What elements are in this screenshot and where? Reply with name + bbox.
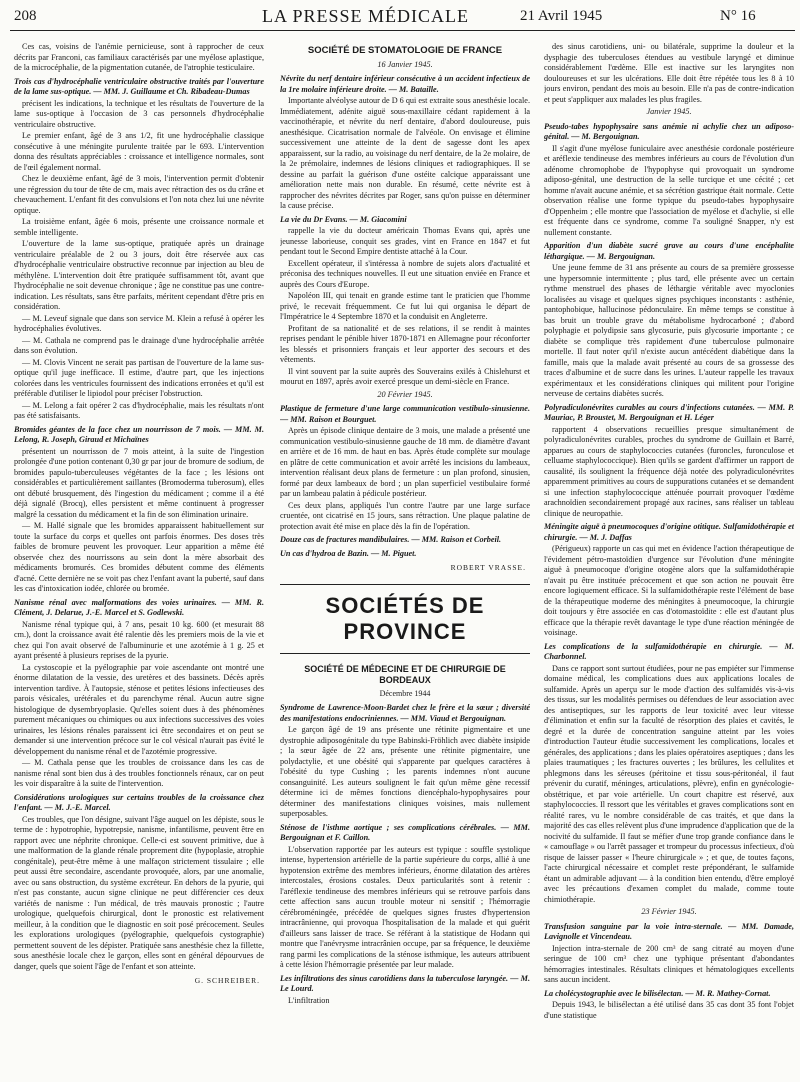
page-number: 208 xyxy=(14,8,37,24)
paragraph: Dans ce rapport sont surtout étudiées, pour ne pas empiéter sur l'immense domaine médical, les complications dues aux applications locales de sulfamide. Après un aperçu sur le mode d'action des sulfamidés vis-à-vis des tissus, sur les modalités permises ou défendues de leur association avec des antiseptiques, sur les rapports de leur toxicité avec leur vitesse d'élimination et enfin sur la faculté de résorption des plaies et cavités, le degré et la durée de concentration sanguine atteint par les voies d'introduction l'auteur étudie successivement les complications, locales et générales, des applications ; dans les plaies opératoires aseptiques ; dans les plaies traumatiques ; les fractures ouvertes ; les brûlures, les cellulites et phlegmons dans les séreuses (péritoine et tissu sous-péritonéal, il faut prévenir du curatif, méninges, articulations, plèvre), enfin en gynécologie-obstétrique, et par voie artérielle. Un court chapitre est réservé, aux staphylococcies. Il ressort que les véritables et graves complications sont en réalité rares, vu le nombre considérable de cas traités, et que dans la majorité des cas elles relèvent plus d'une imprudence d'application que de la nocivité du sulfamide. Il faut se méfier d'une trop grande confiance dans le « camouflage » ou l'arrêt passager et trompeur du processus infectieux, d'où risque de laisser passer « l'heure chirurgicale » ; et que, de toutes façons, l'acte chirurgical nécessaire et complet reste prépondérant, le sulfamide étant un admirable adjuvant — à la condition bien entendu, d'être employé avec les précautions d'examen complet du malade, comme toute chimiothérapie. xyxy=(544,663,794,904)
section-banner: SOCIÉTÉS DE PROVINCE xyxy=(280,584,530,654)
paragraph: rappelle la vie du docteur américain Thomas Evans qui, après une jeunesse laborieuse, conquit ses grades, vint en France en 1847 et fut pendant tout le Second Empire dentiste attaché à la Cour. xyxy=(280,226,530,256)
communication-title: La cholécystographie avec le bilisélectan. — M. R. Mathey-Cornat. xyxy=(544,988,771,998)
session-date: 23 Février 1945. xyxy=(641,907,697,916)
communication-title: Un cas d'hydroa de Bazin. — M. Piguet. xyxy=(280,548,417,558)
communication-title: Pseudo-tabes hypophysaire sans anémie ni achylie chez un adiposo-génital. — M. Bergouignan. xyxy=(544,121,794,141)
paragraph: précisent les indications, la technique et les résultats de l'ouverture de la lame sus-optique à l'occasion de 3 cas personnels d'hydrocéphalie ventriculaire obstructive. xyxy=(14,98,264,129)
paragraph: Après un épisode clinique dentaire de 3 mois, une malade a présenté une communication vestibulo-sinusienne gauche de 18 mm. de diamètre d'avant en arrière et de 16 mm. de haut en bas. Après étude complète sur moulage en plâtre de cette communication et avoir arrêté les incisions du lambeaux, intervention réalisant deux plans de fermeture : un plan profond, sinusien, formé par deux lambeaux de bord ; un plan superficiel vestibulaire formé par un lambeau palatin à pédicule postérieur. xyxy=(280,426,530,498)
communication-title: Les infiltrations des sinus carotidiens dans la tuberculose laryngée. — M. Le Lourd. xyxy=(280,973,530,993)
communication-title: Méningite aiguë à pneumocoques d'origine otitique. Sulfamidothérapie et chirurgie. — M. J. Daffas xyxy=(544,522,794,542)
session-date: Décembre 1944 xyxy=(379,688,431,698)
paragraph: Ces deux plans, appliqués l'un contre l'autre par une large surface cruentée, ont cicatrisé en 15 jours, sans rétraction. Une plaque palatine de protection avait été mise en place dès la fin de l'opération. xyxy=(280,500,530,531)
society-subheading: SOCIÉTÉ DE MÉDECINE ET DE CHIRURGIE DE BORDEAUX xyxy=(304,663,506,685)
paragraph: — M. Leveuf signale que dans son service M. Klein a refusé à opérer les hydrocéphalies évolutives. xyxy=(14,313,264,333)
paragraph: — M. Cathala pense que les troubles de croissance dans les cas de nanisme rénal sont bien dus à des troubles fonctionnels rénaux, car on peut les voir disparaître à la suite de l'intervention. xyxy=(14,758,264,788)
paragraph: L'observation rapportée par les auteurs est typique : souffle systolique intense, hypertension artérielle de la partie supérieure du corps, allié à une hypotension extrême des membres inférieurs, énorme dilatation des artères intercostales, érosions costales. Deux particularités sont à retenir : l'aréflexie tendineuse des membres inférieurs qui se retrouve parfois dans cette affection sans aucun trouble moteur ni sensitif ; l'hémorragie cérébroméningée, précédée de quelques signes frustes d'hypertension intracrânienne, qui provoqua l'hospitalisation de la malade et qui guérit d'ailleurs sans laisser de trace. Se référant à la statistique de Hodann qui montre que l'anévrysme intracrânien occupe, par sa fréquence, le deuxième rang parmi les complications de la sténose isthmique, les auteurs attribuent à cette lésion l'hémorragie présentée par leur malade. xyxy=(280,844,530,969)
paragraph: Chez le deuxième enfant, âgé de 3 mois, l'intervention permit d'obtenir une régression du tour de tête de cm, mais avec rétraction des os du crâne et chevauchement. L'enfant fit des convulsions et l'on nota chez lui une névrite optique. xyxy=(14,174,264,215)
communication-title: Névrite du nerf dentaire inférieur consécutive à un accident infectieux de la 1re molaire inférieure droite. — M. Bataille. xyxy=(280,74,530,94)
column-middle xyxy=(280,42,530,1077)
header-rule xyxy=(10,30,795,31)
communication-title: Plastique de fermeture d'une large communication vestibulo-sinusienne. — MM. Raison et Bourguet. xyxy=(280,404,530,424)
communication-title: Nanisme rénal avec malformations des voies urinaires. — MM. R. Clément, J. Delarue, J.-E. Marcel et S. Godlewski. xyxy=(14,597,264,617)
society-heading: SOCIÉTÉ DE STOMATOLOGIE DE FRANCE xyxy=(307,45,503,56)
paragraph: Nanisme rénal typique qui, à 7 ans, pesait 10 kg. 600 (et mesurait 88 cm.), dont la croissance avait été ralentie dès les premiers mois de la vie et chez qui l'on avait observé de l'albuminurie et une azotémie à 1 g. 25 et ayant présenté à plusieurs reprises de la pyurie. xyxy=(14,619,264,660)
paragraph: rapportent 4 observations recueillies presque simultanément de polyradiculonévrites curables, proches du syndrome de Guillain et Barré, apparues au cours de staphylococcies cutanées (furoncles, furonculose et celluame staphylococcique). Bien qu'ils se gardent d'affirmer un rapport de causalité, ils soulignent la fréquence déjà notée des polyradiculonévrites apparemment primitives au cours de suppurations cutanées et se demandent si une infection staphylococcique atténuée pourrait provoquer l'œdème arachnoïdien secondairement propagé aux racines, sans réaliser un tableau clinique de neuropathie. xyxy=(544,424,794,518)
communication-title: Bromides géantes de la face chez un nourrisson de 7 mois. — MM. M. Lelong, R. Joseph, Giraud et Michaïnes xyxy=(14,424,264,444)
paragraph: — M. Lelong a fait opérer 2 cas d'hydrocéphalie, mais les résultats n'ont pas été satisfaisants. xyxy=(14,400,264,420)
paragraph: présentent un nourrisson de 7 mois atteint, à la suite de l'ingestion prolongée d'une potion contenant 0,30 gr par jour de bromure de sodium, de bromides papulo-tuberculeuses végétantes de la face ; les lésions ont considérables et particulièrement saillantes (Bromoderma tuberosum), elles ont débuté brusquement, dès l'ingestion du médicament ; comme il a été déjà signalé (Brocq), elles persistent et même continuent à progresser malgré la cessation du médicament et la fin de son élimination urinaire. xyxy=(14,446,264,519)
paragraph: Ces cas, voisins de l'anémie pernicieuse, sont à rapprocher de ceux décrits par Franconi, cas familiaux caractérisés par une myélose aplastique, de la microcéphalie, de la pigmentation cutanée, de l'atrophie testiculaire. xyxy=(14,42,264,72)
paragraph: Une jeune femme de 31 ans présente au cours de sa première grossesse une hypersomnie intermittente ; plus tard, elle présente avec un certain rythme menstruel des phases de léthargie véritable avec myoclonies localisées au visage et quelques signes psychiques inconstants : asthénie, pantophobique, hallucinose pédonculaire. En même temps se constitue à bas bruit un trouble grave du métabolisme hydrocarboné ; d'abord polyphagie et polydipsie sans glycosurie, puis glycosurie importante ; ce diabète se complique très rapidement d'une tuberculose pulmonaire mortelle. Il faut noter qu'il n'existe aucun antécédent diabétique dans la famille, mais que la malade avait présenté au cours de sa grossesse des traces d'albumine et de sucre dans les urines. L'auteur rappelle les travaux expérimentaux et les considérations cliniques qui militent pour l'origine nerveuse de certains diabètes sucrés. xyxy=(544,263,794,398)
issue-number: N° 16 xyxy=(720,8,756,24)
communication-title: Considérations urologiques sur certains troubles de la croissance chez l'enfant. — M. J.-E. Marcel. xyxy=(14,792,264,812)
paragraph: — M. Hallé signale que les bromides apparaissent habituellement sur toute la surface du corps et quelles ont parfois énormes. Des doses très faibles de bromure peuvent les provoquer. Leur apparition a même été observée chez des nourrissons au sein dont la mère absorbait des médicaments bromurés. Ces bromides débutent comme des éléments d'acné. Cette dernière ne se voit pas chez l'enfant avant la puberté, sauf dans les cas d'intoxication iodée, chlorée ou bromée. xyxy=(14,521,264,593)
communication-title: La vie du Dr Evans. — M. Giacomini xyxy=(280,214,407,224)
paragraph: L'infiltration xyxy=(288,995,330,1005)
paragraph: — M. Clovis Vincent ne serait pas partisan de l'ouverture de la lame sus-optique qu'il juge inefficace. Il estime, d'autre part, que les injections colorées dans les ventricules fournissent des indications erronées et qu'il est préférable d'utiliser le lipiodol pour préciser l'obstruction. xyxy=(14,357,264,398)
communication-title: Les complications de la sulfamidothérapie en chirurgie. — M. Charbonnel. xyxy=(544,641,794,661)
issue-date: 21 Avril 1945 xyxy=(520,8,603,24)
paragraph: Ces troubles, que l'on désigne, suivant l'âge auquel on les dépiste, sous le terme de : hypotrophie, hypotrepsie, nanisme, infantilisme, peuvent être en rapport avec une néphrite chronique. Celle-ci est souvent primitive, due à une malformation de la glande rénale proprement dite (hypoplasie, atrophie congénitale), peut-être même à une malfaçon strictement tissulaire ; elle peut aussi être secondaire, ascendante provoquée, alors, par une anomalie, avec ou sans obstruction, du système excréteur. En dehors de la pyurie, qui n'est pas constante, aucun signe clinique ne peut différencier ces deux variétés de nanisme : l'un médical, de très mauvais pronostic ; l'autre urologique, quelquefois chirurgical, dont le pronostic est relativement meilleur, à la condition que le diagnostic en soit posé précocement. Seules les explorations urologiques (pyélographie, quelquefois cystographie) permettent souvent de les dépister. Pratiquée sans anesthésie chez la fillette, sous anesthésie locale chez le garçon, elles sont en général dépourvues de danger, quels que soient l'âge de l'enfant et son atteinte. xyxy=(14,814,264,971)
column-right xyxy=(544,42,794,1077)
column-left xyxy=(14,42,264,1077)
session-date: Janvier 1945. xyxy=(646,107,692,116)
paragraph: Le garçon âgé de 19 ans présente une rétinite pigmentaire et une dystrophie adiposogénitale du type Babinski-Fröhlich avec diabète insipide ; la sœur âgée de 22 ans, présente une rétinite pigmentaire, une polydactylie, et une obésité qui s'apparente par quelques caractères à l'obésité du type Cushing ; les parents indemnes n'ont aucune consanguinité. Les auteurs soulignent le fait qu'un même gène recessif détermine ici de mêmes fonctions diencéphalo-hypophysaires pour déterminer des manifestations cliniques voisines, mais nullement superposables. xyxy=(280,725,530,818)
paragraph: La troisième enfant, âgée 6 mois, présente une croissance normale et semble intelligente. xyxy=(14,217,264,237)
communication-title: Transfusion sanguine par la voie intra-sternale. — MM. Damade, Lavignolle et Vincendeau. xyxy=(544,921,794,941)
communication-title: Apparition d'un diabète sucré grave au cours d'une encéphalite léthargique. — M. Bergouignan. xyxy=(544,241,794,261)
communication-title: Syndrome de Lawrence-Moon-Bardet chez le frère et la sœur ; diversité des manifestations endocriniennes. — MM. Viaud et Bergouignan. xyxy=(280,703,530,723)
signature: G. SCHREIBER. xyxy=(194,976,260,985)
paragraph: (Périgueux) rapporte un cas qui met en évidence l'action thérapeutique de l'évidement pétro-mastoïdien d'urgence sur l'évolution d'une méningite aiguë à pneumocoque d'origine otogène alors que la sulfamidothérapie n'avait pu être instituée précocement et que son action ne pouvait être encore logiquement efficace. Si la sulfamidothérapie reste l'élément de base de la thérapeutique moderne des méningites à pneumocoque, la chirurgie doit toujours y être associée en cas d'otomastoïdite : elle est d'autant plus efficace que la thérapie revêt davantage le type d'une réaction méningée de voisinage. xyxy=(544,544,794,637)
paragraph: Importante alvéolyse autour de D 6 qui est extraite sous anesthésie locale. Immédiatement, adénite aiguë sous-maxillaire cédant rapidement à la vaccinothérapie, et névrite du nerf dentaire, d'abord douloureuse, puis anesthésique. Cicatrisation normale de l'alvéole. On envisage et élimine successivement une atteinte de la dent de sagesse dont les apex apparaissent, sur la radio, au voisinage du nerf dentaire, de la 2e molaire, de la 2e prémolaire, indemnes de lésions cliniques et radiographiques. Il se dessine au parfait la guérison d'une ostéite calcique apparaissant une amélioration nette mais non durable. En résumé, cette névrite est à rapprocher des névrites décrites par Roger, sans qu'on puisse en déterminer la cause précise. xyxy=(280,96,530,210)
page-header xyxy=(0,6,800,32)
communication-title: Trois cas d'hydrocéphalie ventriculaire obstructive traités par l'ouverture de la lame sus-optique. — MM. J. Guillaume et Ch. Ribadeau-Dumas xyxy=(14,76,264,96)
communication-title: Douze cas de fractures mandibulaires. — MM. Raison et Corbeil. xyxy=(280,535,502,544)
signature: ROBERT VRASSE. xyxy=(450,563,526,572)
paragraph: Depuis 1943, le bilisélectan a été utilisé dans 35 cas dont 35 font l'objet d'une statistique xyxy=(544,1000,794,1020)
paragraph: — M. Cathala ne comprend pas le drainage d'une hydrocéphalie arrêtée dans son évolution. xyxy=(14,335,264,355)
session-date: 20 Février 1945. xyxy=(377,389,433,399)
paragraph: Excellent opérateur, il s'intéressa à nombre de sujets alors d'actualité et préconisa des techniques nouvelles. Il eut une situation enviée en France et auprès des Cours d'Europe. xyxy=(280,258,530,289)
paragraph: L'ouverture de la lame sus-optique, pratiquée après un drainage ventriculaire préalable de 2 ou 3 jours, doit être réservée aux cas d'hydrocéphalie ventriculaire obstructive reconnue par injection au bleu de méthylène. L'intervention doit être pratiquée suffisamment tôt, avant que l'hydrocéphalie ne soit devenue chronique ; âge ne constitue pas une contre-indication. Les résultats, sans être parfaits, méritent cependant d'être pris en considération. xyxy=(14,239,264,311)
paragraph: Il vint souvent par la suite auprès des Souverains exilés à Chislehurst et mourut en 1897, après avoir exercé presque un demi-siècle en France. xyxy=(280,366,530,386)
session-date: 16 Janvier 1945. xyxy=(377,59,433,69)
communication-title: Polyradiculonévrites curables au cours d'infections cutanées. — MM. P. Mauriac, P. Broustet, M. Bergouignan et H. Léger xyxy=(544,402,794,422)
journal-title: LA PRESSE MÉDICALE xyxy=(262,6,470,26)
paragraph: Le premier enfant, âgé de 3 ans 1/2, fit une hydrocéphalie classique consécutive à une méningite purulente traitée par le 693. L'intervention donna des résultats appréciables : croissance et intelligence normales, sont de l'œil également normal. xyxy=(14,131,264,172)
paragraph: Profitant de sa nationalité et de ses relations, il se rendit à maintes reprises pendant le pénible hiver 1870-1871 en Allemagne pour réconforter les blessés et prisonniers français et leur apporter des secours et des vêtements. xyxy=(280,323,530,364)
paragraph: Injection intra-sternale de 200 cm³ de sang citraté au moyen d'une seringue de 100 cm³ chez une typhique présentant d'abondantes hémorragies intestinales. Résultats cliniques et hématologiques excellents sans aucun incident. xyxy=(544,943,794,984)
paragraph: La cystoscopie et la pyélographie par voie ascendante ont montré une énorme dilatation de la vessie, des uretères et des bassinets. Décès après intervention tardive. À l'autopsie, sténose et petites lésions infectieuses des parois vésicales, urétérales et du parenchyme rénal. Aucun autre signe histologique de dysembryoplasie. Qu'elles soient dues à des phénomènes purement mécaniques ou chimiques ou aux infections successives des voies urinaires, les lésions rénales paraissent ici être secondaires et on peut se demander si une intervention précoce sur le col vésical n'aurait pas évité le développement du nanisme rénal et de l'azotémie progressive. xyxy=(14,662,264,756)
paragraph: Il s'agit d'une myélose funiculaire avec anesthésie cordonale postérieure et aréflexie tendineuse des membres inférieurs au cours de l'évolution d'un adénome chromophobe de l'hypophyse qui provoquait un syndrome adiposo-génital, une destruction de la selle turcique et une cécité ; cet homme n'avait aucune anémie, et sa sécrétion gastrique était normale. Cette observation réalise une forme typique du pseudo-tabes hypophysaire d'Oppenheim ; elle montre que l'association de myélose et d'achylie, si elle est fréquente dans ce syndrome, comme l'a souligné Snapper, n'y est nullement constante. xyxy=(544,143,794,237)
paragraph: Napoléon III, qui tenait en grande estime tant le praticien que l'homme privé, le recevait fréquemment. Ce fut lui qui organisa le départ de l'Impératrice le 4 Septembre 1870 et la conduisit en Angleterre. xyxy=(280,291,530,321)
paragraph: des sinus carotidiens, uni- ou bilatérale, supprime la douleur et la dysphagie des tuberculoses étendues au vestibule laryngé et diminue considérablement l'œdème. Elle est inactive sur les laryngites non douloureuses et sur les ulcérations. Elle doit être répétée tous les 8 à 10 jours environ, pendant des mois au besoin. Elle n'a pas de contre-indication et peut s'appliquer aux malades les plus fragiles. xyxy=(544,42,794,104)
communication-title: Sténose de l'isthme aortique ; ses complications cérébrales. — MM. Bergouignan et F. Caillon. xyxy=(280,822,530,842)
